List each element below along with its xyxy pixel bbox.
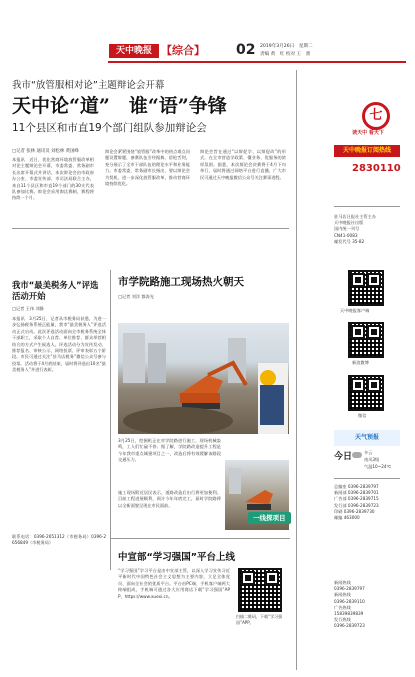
construction-scene-icon [118, 323, 289, 434]
lead-byline: □记者 张林 通讯员 刘松林 黄国峰 [12, 149, 79, 154]
lead-col-2: 辩论会紧紧围绕“放管服”改革中的热点难点问题设置辩题，参赛队伍引经据典、唇枪舌剑，充分展示了全市干部队伍的理论水平和业务能力。市委常委、常务副市长指出，要以辩论会为契机，进一步深化放管服改革，推动营商环境持续优化。 [105, 149, 190, 187]
contact-line: 新闻部 0396-2839701 [334, 490, 379, 496]
sidebar-logo-icon: 七 [362, 102, 390, 130]
hotline-number: 0396-2839110 [334, 598, 365, 604]
lead-headline: 天中论“道” 谁“语”争锋 [12, 95, 227, 117]
hotline-number: 0396-2839797 [334, 586, 365, 592]
page-number: 02 [236, 42, 256, 58]
bottom-divider [110, 538, 290, 539]
side-story-byline: □记者 王伟 刘静 [12, 306, 44, 311]
lead-subhead: 11个县区和市直19个部门组队参加辩论会 [12, 122, 207, 134]
wechat-qr-code [348, 375, 384, 411]
contact-line: 总编室 0396-2839797 [334, 484, 379, 489]
masthead-rule [108, 61, 406, 63]
date-line: 2019年3月26日 星期二 [260, 44, 313, 49]
subscribe-phone: 2830110 [352, 163, 401, 174]
construction-photo-main [118, 323, 289, 434]
hotline-number: 0396-2839723 [334, 623, 365, 629]
subscribe-banner: 天中晚报订阅热线 [334, 145, 400, 157]
contact-line: 印刷 0396-2839730 [334, 508, 375, 514]
feature-body: 施工现场附近居民表示，道路改造后出行将更加便利。目前工程进展顺利，预计今年年底完工，届时学院路将以全新面貌呈现在市民面前。 [118, 490, 221, 508]
hotline-label: 新闻热线 [334, 580, 351, 585]
feature-badge: 一线探项目 [248, 512, 291, 524]
hotline-number: 15839839839 [334, 611, 364, 617]
weather-desc: 多云 [364, 450, 373, 455]
sidebar-info-line: 国内统一刊号 [334, 226, 360, 232]
contact-line: 邮编 463000 [334, 515, 360, 521]
weibo-qr-code [348, 322, 384, 358]
sidebar-divider [296, 70, 297, 670]
weather-panel: 天气预报 [334, 430, 400, 446]
editor-line: 责编 黄 红 校对 王 蕾 [260, 52, 311, 57]
weather-today: 今日 [334, 452, 353, 462]
lead-col-3: 辩论会旨在通过“以辩促学、以辩促改”的形式，在全市营造学政策、懂业务、优服务的浓厚氛围。据悉，本次辩论会决赛将于4月下旬举行，届时将通过网络平台进行直播，广大市民可通过天中晚报微信公众号关注赛事进程。 [200, 149, 286, 180]
app-qr-label: 天中晚报客户端 [340, 308, 370, 313]
sidebar-promo [348, 100, 400, 168]
contact-line: 广告部 0396-2839715 [334, 496, 379, 502]
masthead-logo: 天中晚报 [109, 44, 159, 58]
sidebar-contacts [334, 484, 400, 521]
sidebar-info-line: CN41-0083 [334, 232, 358, 238]
hotline-label: 新闻热线 [334, 592, 351, 598]
lead-kicker: 我市“放管服相对论”主题辩论会开幕 [12, 80, 165, 91]
side-story-headline: 我市“最美税务人”评选活动开始 [12, 280, 99, 301]
xuexi-qr-code [238, 568, 282, 612]
side-story-body: 本报讯 3月25日，记者从市税务局获悉，为进一步弘扬税务系统正能量，我市“最美税务人”评选活动正式启动。此次评选活动面向全市税务系统全体干部职工，采取个人自荐、单位推荐、群众举荐相结合的方式产生候选人。评选活动分为宣传发动、推荐报名、审核公示、网络投票、评审表彰五个阶段。市民可通过关注“驻马店税务”微信公众号参与投票。活动将于4月底结束，届时将评选出10名“最美税务人”并进行表彰。 [12, 316, 106, 373]
sidebar-info [334, 214, 400, 245]
weather-cloud-icon [352, 452, 362, 458]
feature-caption: 3月25日，挖掘机正在对学院路进行施工，现场机械轰鸣，工人们忙碌不停。据了解，学院路改造提升工程是今年我市重点城建项目之一，改造后将有效缓解该路段交通压力。 [118, 438, 221, 463]
bottom-story-headline: 中宣部“学习强国”平台上线 [118, 552, 235, 563]
weibo-qr-label: 新浪微博 [352, 360, 369, 365]
weather-wind: 南风3级 [364, 457, 380, 462]
sidebar-rule-2 [334, 478, 400, 479]
sidebar-bottom-contacts [334, 580, 400, 630]
masthead [0, 0, 415, 66]
wechat-qr-label: 微信 [358, 413, 367, 418]
left-column-divider [110, 270, 111, 570]
weather-temp: 气温10~24℃ [364, 464, 392, 469]
lead-col-1: 本报讯 近日，优化营商环境放管服改革相对论主题辩论会开幕，市委常委、常务副市长出席开幕式并讲话。本次辩论会由市政府办公室、市委宣传部、市司法局联合主办，来自11个县区和市直19个部门的30支代表队参加比赛。辩论会采用淘汰赛制，赛程将持续一个月。 [12, 157, 94, 201]
xuexi-qr-caption: 扫描二维码，下载“学习强国”APP。 [236, 614, 283, 625]
bottom-story-body: “学习强国”学习平台是由中宣部主管，以深入学习宣传习近平新时代中国特色社会主义思想为主要内容，立足全体党员、面向全社会的优质平台。平台由PC端、手机客户端两大终端组成，手机端可通过各大应用商店下载“学习强国”APP，https://www.xuexi.cn。 [118, 568, 230, 599]
feature-headline: 市学院路施工现场热火朝天 [118, 276, 244, 288]
hotline-label: 发行热线 [334, 617, 351, 623]
hotline-label: 广告热线 [334, 604, 351, 610]
section-label: 【综合】 [161, 44, 205, 57]
lead-divider [12, 228, 289, 229]
sidebar-info-line: 天中晚报社出版 [334, 220, 364, 226]
app-qr-code [348, 270, 384, 306]
side-story-contact: 联系电话：0396-2651312（市税务局）0396-2656849（市税务局） [12, 534, 106, 546]
sidebar-info-line: 驻马店日报社主管主办 [334, 214, 376, 219]
sidebar-info-line: 邮发代号 35-82 [334, 238, 365, 244]
contact-line: 发行部 0396-2839723 [334, 502, 379, 508]
feature-byline: □记者 刘洋 都涛光 [118, 294, 154, 299]
sidebar-rule-1 [334, 206, 400, 207]
sidebar-promo-slogan: 读天中 看天下 [352, 130, 384, 136]
